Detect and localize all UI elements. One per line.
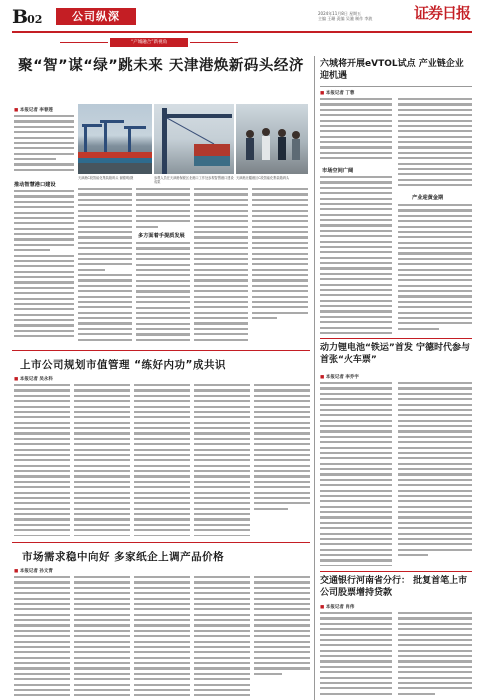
bottom-story-1-col3 — [134, 384, 190, 536]
page-number: B02 — [12, 6, 43, 28]
bottom-story-1-col5 — [254, 384, 310, 536]
section-badge: 公司纵深 — [56, 8, 136, 25]
lead-body-col2 — [78, 188, 132, 342]
right-story-1-col2 — [398, 98, 472, 190]
photo-visitors — [236, 104, 308, 174]
lead-headline: 聚“智”谋“绿”跳未来 天津港焕新码头经济 — [18, 58, 304, 74]
issue-meta: 2024年11月8日 星期五 主编 王珊 责编 吴澈 制作 李波 — [318, 11, 373, 21]
bottom-story-2-col3 — [134, 576, 190, 696]
photo-caption-1: 天津港C段智能化集装箱码头 谢德明/摄 — [78, 176, 134, 180]
right-story-2-title: 动力锂电池“铁运”首发 宁德时代参与首张“火车票” — [320, 343, 470, 365]
crane-graphic — [78, 104, 152, 174]
right-story-3-col1 — [320, 612, 392, 696]
right-story-2-top-rule — [320, 338, 472, 339]
header-rule — [12, 31, 472, 33]
bottom-story-2-top-rule — [12, 542, 310, 543]
visitors-graphic — [236, 104, 308, 174]
bottom-story-1-top-rule — [12, 350, 310, 351]
bottom-story-2-col5 — [254, 576, 310, 696]
right-story-2-col1 — [320, 382, 392, 566]
right-story-3-title: 交通银行河南省分行： 批复首笔上市公司股票增持贷款 — [320, 576, 468, 598]
lead-banner: “产城融合”新视角 — [110, 38, 188, 47]
right-story-2-byline: ■ 本报记者 李乔宇 — [320, 374, 359, 380]
right-story-3-byline: ■ 本报记者 肖伟 — [320, 604, 354, 610]
page-header — [0, 0, 484, 32]
lead-banner-ornament-right — [190, 42, 238, 43]
lead-body-col3b — [136, 242, 190, 342]
bottom-story-1-byline: ■ 本报记者 吴永科 — [14, 376, 53, 382]
bottom-story-2-title: 市场需求稳中向好 多家纸企上调产品价格 — [22, 551, 225, 563]
right-story-1-col1b — [320, 176, 392, 334]
bottom-story-1-col4 — [194, 384, 250, 536]
newspaper-logo: 证券日报 — [414, 4, 471, 22]
photo-container-terminal — [78, 104, 152, 174]
bottom-story-1-title: 上市公司规划市值管理 “练好内功”成共识 — [20, 359, 226, 371]
bottom-story-1-col1 — [14, 384, 70, 536]
lead-section-head: 多方面着手提质发展 — [138, 233, 185, 239]
right-story-1-byline: ■ 本报记者 丁蓉 — [320, 90, 354, 96]
lead-body-col1 — [14, 190, 74, 340]
lead-body-col5 — [252, 188, 308, 342]
right-story-1-title: 六城将开展eVTOL试点 产业链企业迎机遇 — [320, 59, 464, 81]
bottom-story-1-col2 — [74, 384, 130, 536]
right-story-2-col2 — [398, 382, 472, 566]
lead-subhead: 推动智慧港口建设 — [14, 182, 56, 188]
crane-closeup-graphic — [154, 104, 234, 174]
lead-banner-ornament-left — [60, 42, 108, 43]
bottom-story-2-col1 — [14, 576, 70, 696]
right-story-1-col2b — [398, 204, 472, 334]
right-story-1-subhead-2: 产业迎黄金期 — [412, 195, 444, 201]
right-story-1-col1 — [320, 98, 392, 162]
bottom-story-2-col2 — [74, 576, 130, 696]
column-rule — [314, 56, 315, 700]
lead-body-col4 — [194, 188, 248, 342]
lead-body-col3 — [136, 188, 190, 228]
lead-intro-text — [14, 115, 74, 171]
photo-crane-closeup — [154, 104, 234, 174]
photo-caption-2: 参观人员在天津港保税区北港口工作处参观智慧港口建设成果 — [154, 176, 234, 184]
right-story-3-col2 — [398, 612, 472, 696]
right-story-1-rule — [320, 86, 472, 87]
lead-byline: ■ 本报记者 李春莲 — [14, 107, 53, 113]
right-story-1-subhead: 市场空间广阔 — [322, 168, 354, 174]
bottom-story-2-byline: ■ 本报记者 孙文青 — [14, 568, 53, 574]
right-story-3-top-rule — [320, 571, 472, 572]
photo-caption-3: 天津港北疆港区C段智能化集装箱码头 — [236, 176, 290, 180]
bottom-story-2-col4 — [194, 576, 250, 696]
